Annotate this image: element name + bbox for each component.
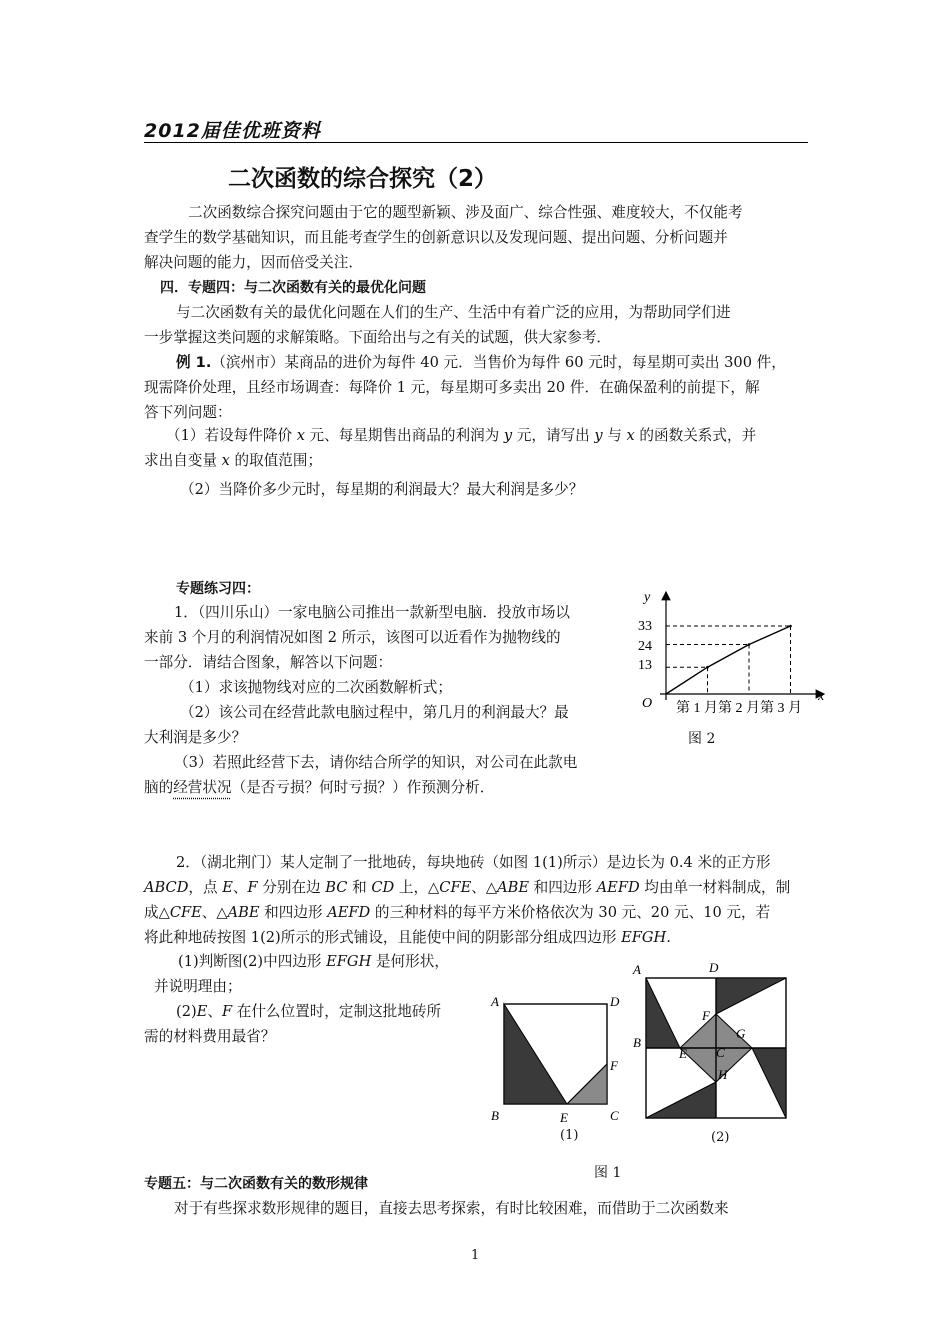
topic4-heading: 四．专题四：与二次函数有关的最优化问题 [160, 280, 426, 296]
example1-line-1: 例 1.（滨州市）某商品的进价为每件 40 元．当售价为每件 60 元时，每星期可卖出 300 件， [176, 354, 786, 371]
practice4-p1-line-1: 1．（四川乐山）一家电脑公司推出一款新型电脑．投放市场以 [174, 604, 571, 621]
tile1-sublabel: (1) [560, 1128, 579, 1143]
tile-figure-1 [486, 990, 626, 1150]
example1-q2: （2）当降价多少元时，每星期的利润最大？最大利润是多少？ [180, 481, 584, 498]
practice4-q2-line-2: 大利润是多少？ [144, 729, 247, 746]
example1-line-2: 现需降价处理，且经市场调查：每降价 1 元，每星期可多卖出 20 件．在确保盈利的前提下，解 [144, 379, 760, 396]
practice4-p1-line-3: 一部分．请结合图象，解答以下问题： [144, 654, 393, 671]
tile1-label-b: B [491, 1108, 499, 1123]
problem2-line-2: ABCD，点 E、F 分别在边 BC 和 CD 上，△CFE、△ABE 和四边形 AEFD 均由单一材料制成，制 [144, 879, 791, 896]
emphasis-dots: 经营状况 [173, 779, 232, 796]
chart-y-tick-33: 33 [638, 619, 652, 634]
problem2-line-3: 成△CFE、△ABE 和四边形 AEFD 的三种材料的每平方米价格依次为 30 元、20 元、10 元，若 [144, 904, 771, 921]
tile1-label-c: C [610, 1108, 619, 1123]
chart-y-tick-24: 24 [638, 639, 652, 654]
chart-plot-area [660, 592, 824, 700]
document-header: 2012届佳优班资料 [144, 120, 321, 142]
problem2-line-1: 2．（湖北荆门）某人定制了一批地砖，每块地砖（如图 1(1)所示）是边长为 0.4 米的正方形 [176, 854, 771, 871]
tile2-label-b: B [633, 1035, 641, 1050]
example1-q1-line-2: 求出自变量 x 的取值范围； [144, 452, 323, 469]
tile1-label-e: E [560, 1110, 568, 1125]
chart-origin-label: O [642, 696, 653, 711]
practice4-heading: 专题练习四： [176, 581, 260, 597]
figure1-caption: 图 1 [594, 1165, 622, 1181]
topic5-heading: 专题五：与二次函数有关的数形规律 [144, 1176, 368, 1192]
example1-q1-line-1: （1）若设每件降价 x 元、每星期售出商品的利润为 y 元，请写出 y 与 x 的函数关系式，并 [166, 427, 757, 444]
intro-line-2: 查学生的数学基础知识，而且能考查学生的创新意识以及发现问题、提出问题、分析问题并 [144, 229, 728, 246]
practice4-p1-line-2: 来前 3 个月的利润情况如图 2 所示，该图可以近看作为抛物线的 [144, 629, 561, 646]
problem2-q2-line-1: (2)E、F 在什么位置时，定制这批地砖所 [176, 1003, 442, 1020]
page-number: 1 [471, 1248, 480, 1263]
topic5-line-1: 对于有些探求数形规律的题目，直接去思考探索，有时比较困难，而借助于二次函数来 [174, 1200, 729, 1217]
example1-line-3: 答下列问题： [144, 404, 232, 421]
tile2-label-f: F [702, 1008, 710, 1023]
tile1-label-a: A [491, 994, 499, 1009]
chart-point-3 [789, 625, 792, 628]
tile2-label-a: A [633, 962, 641, 977]
chart-profit-line [666, 626, 791, 694]
intro-line-3: 解决问题的能力，因而倍受关注． [144, 254, 363, 271]
chart-point-2 [748, 643, 751, 646]
example1-label: 例 1. [176, 354, 212, 371]
chart-y-axis-label: y [644, 590, 651, 605]
page-title: 二次函数的综合探究（2） [228, 166, 498, 192]
topic4-intro-2: 一步掌握这类问题的求解策略。下面给出与之有关的试题，供大家参考． [144, 329, 612, 346]
chart-x-tick-labels: 第 1 月第 2 月第 3 月 [676, 701, 802, 716]
profit-chart [628, 584, 840, 754]
problem2-q1-line-1: (1)判断图(2)中四边形 EFGH 是何形状， [178, 953, 449, 970]
problem2-q1-line-2: 并说明理由； [154, 978, 242, 995]
tile1-label-d: D [610, 994, 620, 1009]
chart-x-axis-label: x [818, 689, 825, 704]
tile2-label-d: D [709, 960, 719, 975]
tile2-label-g: G [736, 1026, 746, 1041]
practice4-q3-line-2: 脑的经营状况（是否亏损？何时亏损？）作预测分析． [144, 779, 495, 796]
header-rule [144, 142, 808, 143]
chart-caption: 图 2 [688, 731, 716, 747]
tile2-label-e: E [679, 1046, 687, 1061]
problem2-line-4: 将此种地砖按图 1(2)所示的形式铺设，且能使中间的阴影部分组成四边形 EFGH. [144, 929, 671, 946]
problem2-q2-line-2: 需的材料费用最省？ [144, 1028, 276, 1045]
tile1-label-f: F [610, 1058, 618, 1073]
practice4-q3-line-1: （3）若照此经营下去，请你结合所学的知识，对公司在此款电 [174, 754, 578, 771]
tile2-sublabel: (2) [711, 1130, 730, 1145]
tile-figure-2 [628, 958, 808, 1130]
practice4-q1: （1）求该抛物线对应的二次函数解析式； [180, 679, 452, 696]
tile2-label-h: H [718, 1067, 728, 1082]
chart-point-1 [706, 666, 709, 669]
chart-y-tick-13: 13 [638, 658, 652, 673]
topic4-intro-1: 与二次函数有关的最优化问题在人们的生产、生活中有着广泛的应用，为帮助同学们进 [176, 304, 731, 321]
tile2-label-c: C [716, 1045, 725, 1060]
practice4-q2-line-1: （2）该公司在经营此款电脑过程中，第几月的利润最大？最 [180, 704, 569, 721]
intro-line-1: 二次函数综合探究问题由于它的题型新颖、涉及面广、综合性强、难度较大，不仅能考 [188, 204, 743, 221]
